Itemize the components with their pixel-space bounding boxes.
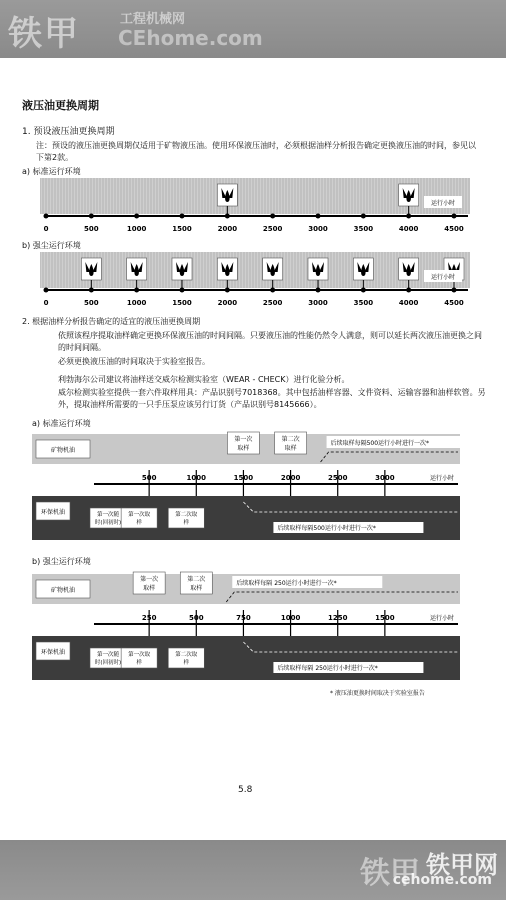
tick-dot: [180, 214, 185, 219]
tick-label: 3500: [353, 299, 374, 307]
tick-label: 2000: [217, 299, 238, 307]
mineral-sample-label: 第一次: [140, 576, 159, 583]
eco-after-label: 后续取样每隔 250运行小时进行一次*: [277, 665, 378, 672]
sub-a-label: a) 标准运行环境: [22, 167, 81, 176]
section-2-para3: 利勃海尔公司建议将油样送交威尔检测实验室（WEAR - CHECK）进行化验分析。: [58, 375, 350, 384]
watermark-brand-net: 铁甲网: [426, 851, 498, 879]
mineral-after-label: 后续取样每隔500运行小时进行一次*: [330, 440, 430, 447]
tick-label: 2500: [327, 474, 348, 482]
section-2-para1: 依照该程序提取油样确定更换环保液压油的时间间隔。只要液压油的性能仍然令人满意，则可以延长两次液压油更换之间的时间间隔。: [58, 331, 482, 352]
sampling-chart-dusty: [32, 570, 462, 682]
page-number: 5.8: [238, 785, 253, 795]
tick-label: 750: [236, 614, 251, 622]
tick-label: 500: [84, 225, 99, 233]
watermark-site: CEhome.com: [118, 26, 263, 50]
mineral-label: 矿物机油: [50, 447, 76, 454]
tick-dot: [316, 214, 321, 219]
mineral-after-label: 后续取样每隔 250运行小时进行一次*: [236, 580, 337, 587]
eco-sample-label: 样: [136, 660, 142, 666]
section-2-para2: 必须更换液压油的时间取决于实验室报告。: [58, 357, 210, 366]
tick-label: 1500: [172, 225, 192, 233]
section-2-heading: 2. 根据油样分析报告确定的适宜的液压油更换周期: [22, 317, 201, 326]
tick-label: 3000: [375, 474, 395, 482]
tick-label: 2500: [262, 225, 283, 233]
tick-dot: [270, 214, 275, 219]
tick-label: 2500: [262, 299, 283, 307]
tick-dot: [134, 214, 139, 219]
page-title: 液压油更换周期: [22, 99, 99, 112]
tick-label: 4000: [398, 299, 419, 307]
watermark-site-cn: 工程机械网: [120, 12, 186, 27]
axis-label: 运行小时: [430, 200, 456, 207]
eco-sample-label: 第二次取: [175, 512, 198, 518]
tick-label: 500: [84, 299, 99, 307]
timeline-chart-standard: [40, 176, 470, 240]
sub-2b-label: b) 强尘运行环境: [32, 557, 91, 566]
tick-label: 500: [188, 614, 204, 622]
tick-label: 1000: [186, 474, 207, 482]
mineral-sample-label: 取样: [143, 585, 156, 592]
section-1-note: 注：预设的液压油更换周期仅适用于矿物液压油。使用环保液压油时，必须根据油样分析报告确定更换液压油的时间，参见以下第2款。: [36, 141, 476, 162]
eco-sample-label: 第一次随: [96, 512, 120, 518]
tick-label: 3500: [353, 225, 374, 233]
mineral-sample-label: 第二次: [281, 436, 300, 443]
mineral-sample-label: 取样: [190, 585, 203, 592]
tick-label: 3000: [308, 225, 328, 233]
mineral-sample-label: 取样: [237, 445, 250, 452]
tick-label: 3000: [308, 299, 328, 307]
section-1-heading: 1. 预设液压油更换周期: [22, 127, 115, 137]
tick-dot: [44, 288, 49, 293]
eco-sample-label: 时(回初时): [94, 660, 122, 666]
watermark-site-short: cehome.com: [392, 872, 492, 888]
tick-label: 1000: [126, 299, 147, 307]
tick-label: 4500: [444, 225, 464, 233]
eco-sample-label: 第一次随: [96, 652, 120, 658]
tick-label: 4500: [444, 299, 464, 307]
eco-sample-label: 样: [183, 520, 190, 526]
tick-label: 1250: [327, 614, 348, 622]
tick-dot: [452, 214, 457, 219]
eco-sample-label: 第一次取: [128, 652, 151, 658]
eco-label: 环保机油: [40, 649, 66, 656]
eco-sample-label: 第二次取: [175, 652, 198, 658]
mineral-sample-label: 第一次: [234, 436, 253, 443]
watermark-brand: 铁甲: [8, 14, 80, 54]
tick-label: 4000: [398, 225, 419, 233]
axis-label: 运行小时: [429, 475, 455, 482]
sub-b-label: b) 强尘运行环境: [22, 241, 81, 250]
sampling-chart-standard: [32, 430, 462, 548]
tick-dot: [361, 214, 366, 219]
tick-label: 1000: [126, 225, 147, 233]
timeline-chart-dusty: [40, 250, 470, 314]
tick-label: 2000: [217, 225, 238, 233]
tick-dot: [89, 214, 94, 219]
tick-label: 1500: [172, 299, 192, 307]
tick-label: 250: [141, 614, 157, 622]
watermark-brand-bottom: 铁甲: [360, 856, 420, 891]
section-2-para4: 威尔检测实验室提供一套六件取样用具：产品识别号7018368。其中包括油样容器、文件资料、运输容器和油样软管。另外，提取油样所需要的一只手压泵应该另行订货（产品识别号8145666）。: [58, 388, 486, 409]
eco-sample-label: 样: [136, 520, 142, 526]
tick-dot: [44, 214, 49, 219]
tick-label: 1500: [233, 474, 254, 482]
eco-sample-label: 时(回初时): [94, 520, 122, 526]
tick-label: 2000: [280, 474, 301, 482]
mineral-label: 矿物机油: [50, 587, 76, 594]
eco-sample-label: 第一次取: [128, 512, 151, 518]
tick-label: 500: [141, 474, 157, 482]
eco-sample-label: 样: [183, 660, 190, 666]
tick-label: 1500: [375, 614, 395, 622]
eco-label: 环保机油: [40, 509, 66, 516]
tick-label: 0: [43, 225, 49, 233]
mineral-sample-label: 第二次: [187, 576, 206, 583]
axis-label: 运行小时: [430, 274, 456, 281]
axis-label: 运行小时: [429, 615, 455, 622]
sub-2a-label: a) 标准运行环境: [32, 419, 91, 428]
mineral-sample-label: 取样: [284, 445, 297, 452]
tick-label: 1000: [280, 614, 301, 622]
eco-after-label: 后续取样每隔500运行小时进行一次*: [277, 525, 376, 532]
footnote: * 液压油更换时间取决于实验室报告: [330, 690, 425, 697]
tick-label: 0: [43, 299, 49, 307]
